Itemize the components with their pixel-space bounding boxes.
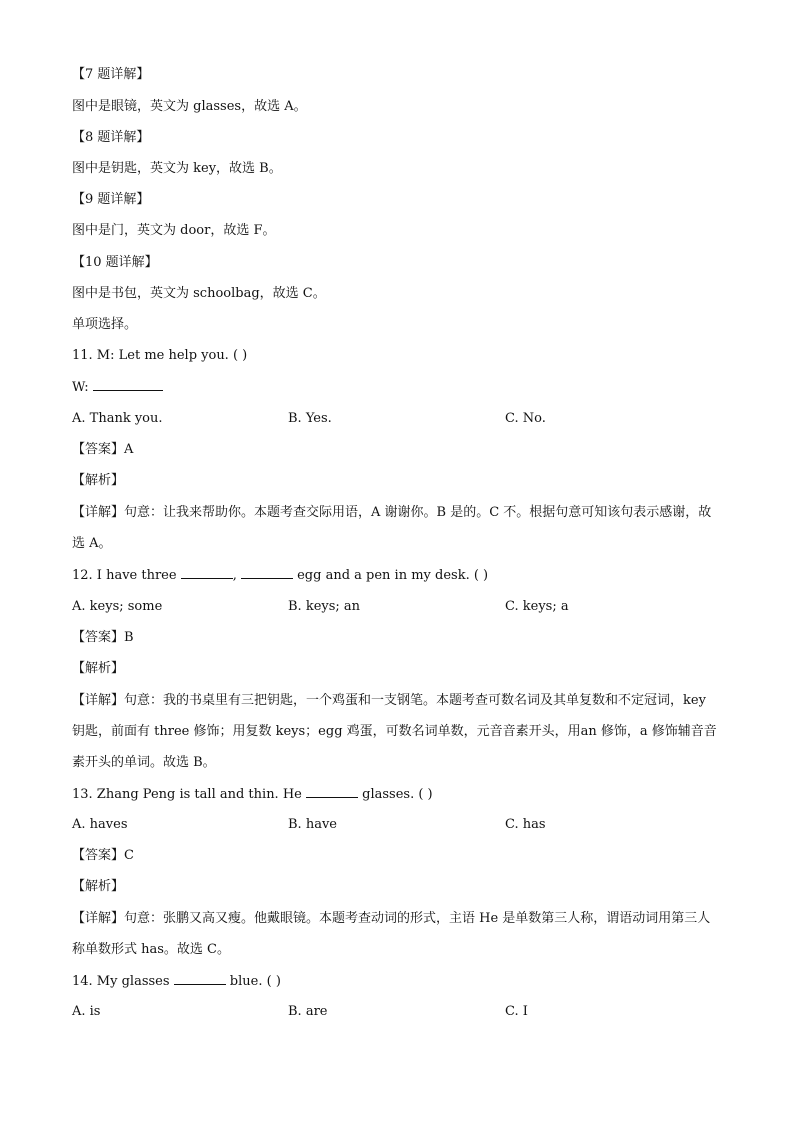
q12-detail: 【详解】句意：我的书桌里有三把钥匙，一个鸡蛋和一支钢笔。本题考查可数名词及其单复数和不定冠词，key 钥匙，前面有 three 修饰；用复数 keys；egg 鸡蛋，可数名词单数，元音音素开头，用an 修饰，a 修饰辅音音素开头的单词。故选 B。 xyxy=(72,693,717,770)
q9-detail-heading: 【9 题详解】 xyxy=(72,192,150,207)
answer-blank xyxy=(93,378,163,391)
q9-detail-text: 图中是门，英文为 door，故选 F。 xyxy=(72,223,276,238)
q11-option-b: B. Yes. xyxy=(288,411,332,426)
answer-label: 【答案】 xyxy=(72,848,125,863)
q11-detail: 【详解】句意：让我来帮助你。本题考查交际用语，A 谢谢你。B 是的。C 不。根据句意可知该句表示感谢，故选 A。 xyxy=(72,505,712,551)
q12-analysis-label: 【解析】 xyxy=(72,661,125,676)
q12-option-c: C. keys; a xyxy=(505,599,569,614)
q11-analysis-label: 【解析】 xyxy=(72,473,125,488)
q12-option-a: A. keys; some xyxy=(72,599,163,614)
answer-label: 【答案】 xyxy=(72,442,125,457)
answer-blank xyxy=(181,566,233,579)
q12-stem xyxy=(72,566,488,585)
q14-option-a: A. is xyxy=(72,1004,101,1019)
q13-stem xyxy=(72,785,433,804)
answer-blank xyxy=(241,566,293,579)
q13-stem-part: glasses. ( ) xyxy=(358,787,433,802)
q14-option-b: B. are xyxy=(288,1004,328,1019)
q14-stem-part: 14. My glasses xyxy=(72,974,174,989)
q14-stem-part: blue. ( ) xyxy=(225,974,281,989)
q11-response-line xyxy=(72,378,163,397)
q8-detail-heading: 【8 题详解】 xyxy=(72,130,150,145)
q12-stem-part: egg and a pen in my desk. ( ) xyxy=(292,568,489,583)
q13-answer xyxy=(72,847,134,865)
q13-option-a: A. haves xyxy=(72,817,128,832)
answer-value: C xyxy=(124,848,134,863)
answer-value: B xyxy=(124,630,134,645)
q8-detail-text: 图中是钥匙，英文为 key，故选 B。 xyxy=(72,161,282,176)
q14-stem xyxy=(72,972,281,991)
q11-stem: 11. M: Let me help you. ( ) xyxy=(72,348,248,363)
q13-option-b: B. have xyxy=(288,817,337,832)
q13-stem-part: 13. Zhang Peng is tall and thin. He xyxy=(72,787,306,802)
q11-w-prefix: W: xyxy=(72,380,93,395)
answer-label: 【答案】 xyxy=(72,630,125,645)
q14-option-c: C. I xyxy=(505,1004,528,1019)
q7-detail-text: 图中是眼镜，英文为 glasses，故选 A。 xyxy=(72,99,307,114)
q12-stem-part: 12. I have three xyxy=(72,568,181,583)
q11-option-a: A. Thank you. xyxy=(72,411,163,426)
q7-detail-heading: 【7 题详解】 xyxy=(72,67,150,82)
q13-analysis-label: 【解析】 xyxy=(72,879,125,894)
q10-detail-text: 图中是书包，英文为 schoolbag，故选 C。 xyxy=(72,286,326,301)
q12-stem-part: , xyxy=(232,568,241,583)
q10-detail-heading: 【10 题详解】 xyxy=(72,255,158,270)
answer-blank xyxy=(174,972,226,985)
q11-answer xyxy=(72,441,133,459)
q12-answer xyxy=(72,629,134,647)
answer-blank xyxy=(306,785,358,798)
q11-option-c: C. No. xyxy=(505,411,546,426)
answer-value: A xyxy=(124,442,134,457)
q13-detail: 【详解】句意：张鹏又高又瘦。他戴眼镜。本题考查动词的形式，主语 He 是单数第三人称，谓语动词用第三人称单数形式 has。故选 C。 xyxy=(72,911,711,957)
section-title: 单项选择。 xyxy=(72,317,138,332)
q13-option-c: C. has xyxy=(505,817,546,832)
q12-option-b: B. keys; an xyxy=(288,599,361,614)
